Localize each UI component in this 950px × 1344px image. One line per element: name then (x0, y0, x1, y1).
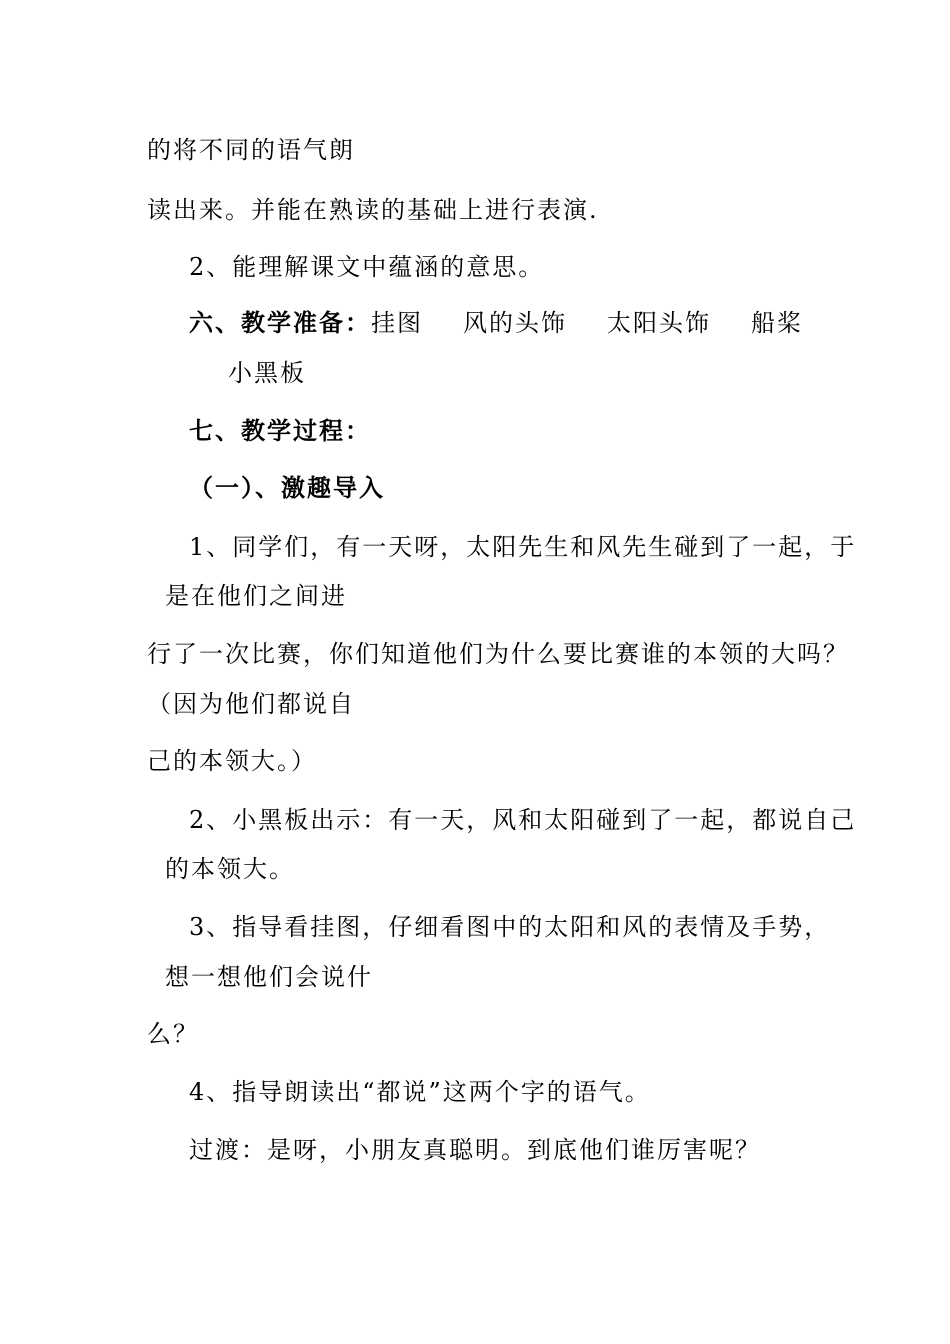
text-line: 2、能理解课文中蕴涵的意思。 (189, 253, 545, 281)
paragraph-line: 4、指导朗读出“都说”这两个字的语气。 (189, 1078, 651, 1106)
text-line: 读出来。并能在熟读的基础上进行表演. (147, 196, 599, 224)
paragraph-line: 己的本领大。） (147, 747, 317, 775)
paragraph-line: 行了一次比赛，你们知道他们为什么要比赛谁的本领的大吗？ (147, 640, 849, 668)
section-heading: 七、教学过程： (189, 417, 371, 445)
text-line: 的将不同的语气朗 (147, 136, 355, 164)
paragraph-line: 想一想他们会说什 (165, 963, 373, 991)
paragraph-line: 的本领大。 (165, 855, 295, 883)
prep-item-extra: 小黑板 (228, 359, 306, 387)
prep-item: 风的头饰 (463, 309, 567, 337)
paragraph-line: 2、小黑板出示：有一天，风和太阳碰到了一起，都说自己 (189, 806, 857, 834)
paragraph-line: 过渡：是呀，小朋友真聪明。到底他们谁厉害呢？ (189, 1136, 761, 1164)
paragraph-line: 1、同学们，有一天呀，太阳先生和风先生碰到了一起，于 (189, 533, 857, 561)
paragraph-line: 是在他们之间进 (165, 582, 347, 610)
prep-line (189, 308, 803, 338)
subsection-heading: （一）、激趣导入 (189, 474, 385, 502)
paragraph-line: （因为他们都说自 (147, 690, 355, 718)
prep-item: 挂图 (371, 309, 423, 337)
prep-heading: 六、教学准备： (189, 309, 371, 337)
paragraph-line: 3、指导看挂图，仔细看图中的太阳和风的表情及手势， (189, 913, 831, 941)
prep-item: 太阳头饰 (607, 309, 711, 337)
paragraph-line: 么？ (147, 1020, 199, 1048)
prep-item: 船桨 (751, 309, 803, 337)
